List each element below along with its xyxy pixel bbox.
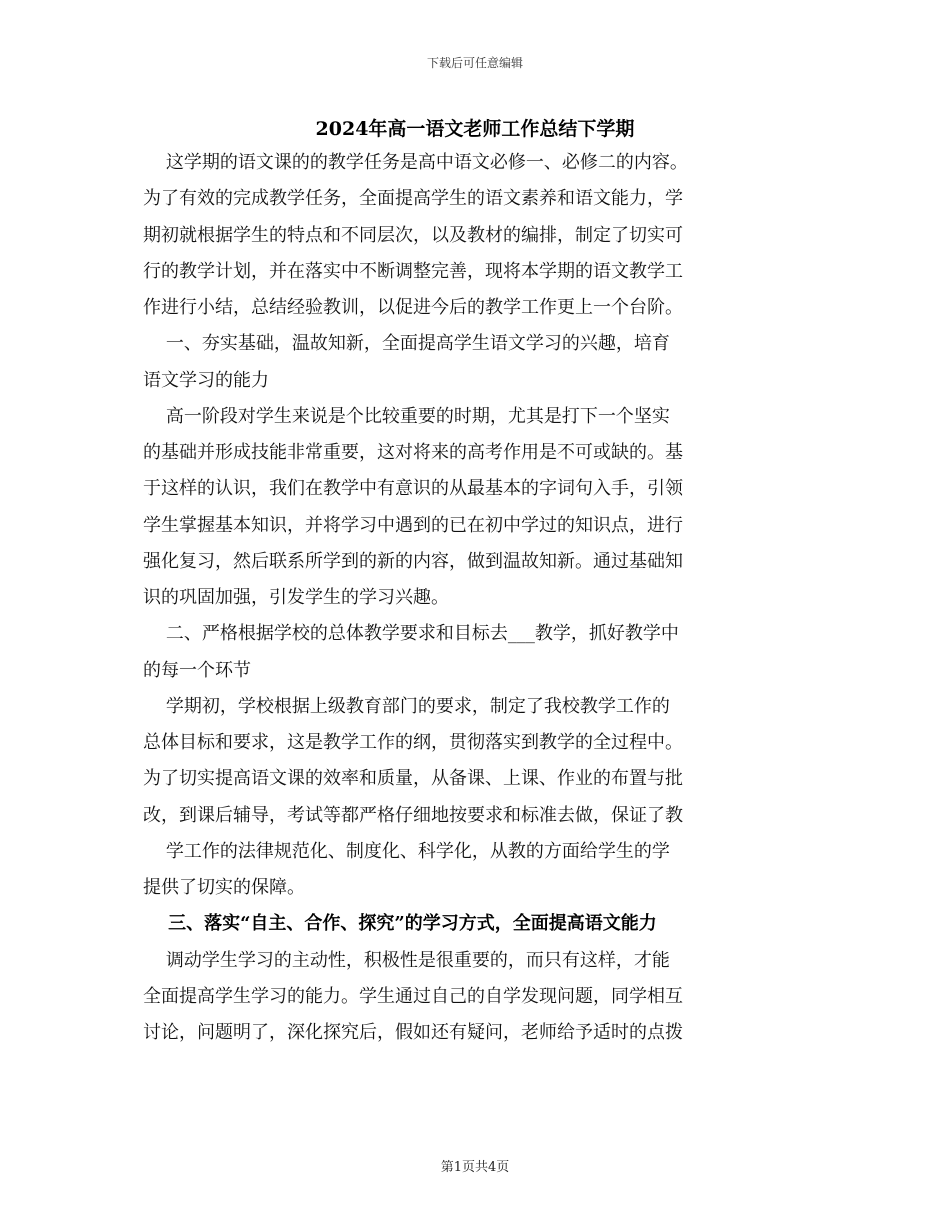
- body-line: 作进行小结，总结经验教训，以促进今后的教学工作更上一个台阶。: [143, 297, 683, 318]
- body-line: 期初就根据学生的特点和不同层次，以及教材的编排，制定了切实可: [143, 224, 683, 246]
- body-line: 于这样的认识，我们在教学中有意识的从最基本的字词句入手，引领: [143, 478, 683, 500]
- body-line: 全面提高学生学习的能力。学生通过自己的自学发现问题，同学相互: [143, 985, 683, 1007]
- body-line: 二、严格根据学校的总体教学要求和目标去___教学，抓好教学中: [143, 623, 679, 645]
- body-line: 这学期的语文课的的教学任务是高中语文必修一、必修二的内容。: [143, 152, 688, 173]
- body-line: 语文学习的能力: [143, 369, 269, 391]
- body-line: 高一阶段对学生来说是个比较重要的时期，尤其是打下一个坚实: [143, 405, 670, 427]
- body-line: 改，到课后辅导，考试等都严格仔细地按要求和标准去做，保证了教: [143, 804, 683, 826]
- body-line: 一、夯实基础，温故知新，全面提高学生语文学习的兴趣，培育: [143, 333, 670, 355]
- header-note: 下载后可任意编辑: [426, 56, 523, 70]
- page-number-footer: 第1页共4页: [440, 1160, 510, 1175]
- body-line: 为了切实提高语文课的效率和质量，从备课、上课、作业的布置与批: [143, 768, 683, 790]
- body-line: 学生掌握基本知识，并将学习中遇到的已在初中学过的知识点，进行: [143, 514, 683, 536]
- body-line: 提供了切实的保障。: [143, 877, 305, 898]
- body-line: 的基础并形成技能非常重要，这对将来的高考作用是不可或缺的。基: [143, 442, 683, 463]
- body-line: 学期初，学校根据上级教育部门的要求，制定了我校教学工作的: [143, 695, 670, 717]
- body-line: 强化复习，然后联系所学到的新的内容，做到温故知新。通过基础知: [143, 550, 683, 572]
- body-line: 学工作的法律规范化、制度化、科学化，从教的方面给学生的学: [143, 840, 670, 862]
- document-title: 2024年高一语文老师工作总结下学期: [315, 118, 635, 140]
- body-line: 行的教学计划，并在落实中不断调整完善，现将本学期的语文教学工: [143, 260, 683, 282]
- body-line: 调动学生学习的主动性，积极性是很重要的，而只有这样，才能: [143, 949, 670, 971]
- body-line: 总体目标和要求，这是教学工作的纲，贯彻落实到教学的全过程中。: [143, 732, 683, 753]
- body-line: 识的巩固加强，引发学生的学习兴趣。: [143, 587, 449, 608]
- body-line: 三、落实“自主、合作、探究”的学习方式，全面提高语文能力: [143, 913, 657, 935]
- body-line: 为了有效的完成教学任务，全面提高学生的语文素养和语文能力，学: [143, 188, 683, 210]
- body-line: 讨论，问题明了，深化探究后，假如还有疑问，老师给予适时的点拨: [143, 1022, 683, 1043]
- body-line: 的每一个环节: [143, 659, 251, 681]
